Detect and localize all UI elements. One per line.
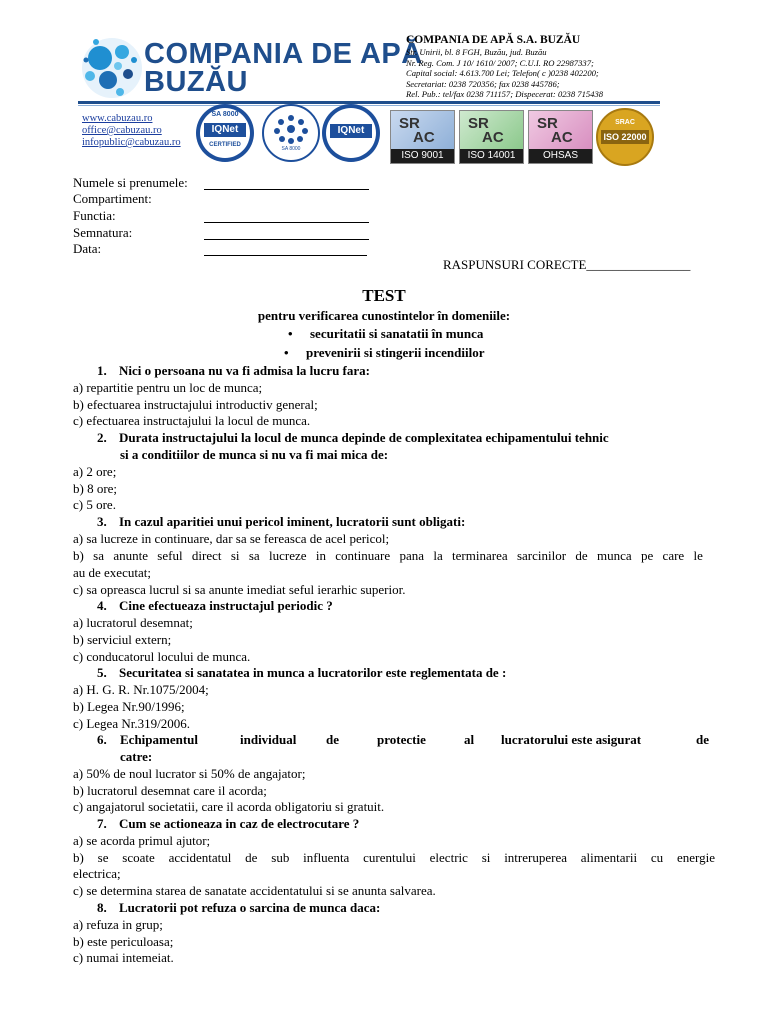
brand-name-line2: BUZĂU (144, 66, 248, 98)
answer-option: b) efectuarea instructajului introductiv general; (73, 397, 318, 412)
answer-option: a) repartitie pentru un loc de munca; (73, 380, 263, 395)
company-logo-icon (78, 30, 148, 102)
question-3: 3. In cazul aparitiei unui pericol iminent, lucratorii sunt obligati: (97, 514, 466, 529)
question-4: 4. Cine efectueaza instructajul periodic ? (97, 598, 333, 613)
srac-iso14001-badge-icon: SR AC ISO 14001 (459, 110, 524, 164)
answer-option: c) efectuarea instructajului la locul de munca. (73, 413, 311, 428)
company-name: COMPANIA DE APĂ S.A. BUZĂU (406, 34, 581, 46)
answer-option: a) 50% de noul lucrator si 50% de angajator; (73, 766, 306, 781)
question-6-word: de (696, 732, 709, 747)
answer-option: b) se scoate accidentatul de sub influenta curentului electric si intreruperea alimentarii cu energie (73, 850, 716, 865)
test-subtitle: pentru verificarea cunostintelor în domeniile: (257, 308, 511, 323)
field-name-line[interactable] (204, 189, 369, 190)
question-5: 5. Securitatea si sanatatea in munca a lucratorilor este reglementata de : (97, 665, 507, 680)
question-6-word: lucratorului este asigurat (501, 732, 642, 747)
answer-option: b) sa anunte seful direct si sa lucreze in continuare pana la terminarea sarcinilor de munca pe care le (73, 548, 703, 563)
answer-option-continuation: electrica; (73, 866, 121, 881)
correct-answers-field: RASPUNSURI CORECTE________________ (443, 257, 691, 272)
answer-option: b) 8 ore; (73, 481, 118, 496)
question-1: 1. Nici o persoana nu va fi admisa la lucru fara: (97, 363, 370, 378)
field-name-label: Numele si prenumele: (73, 175, 188, 190)
answer-option-continuation: au de executat; (73, 565, 151, 580)
domain-item: • securitatii si sanatatii în munca (288, 326, 484, 341)
answer-option: a) sa lucreze in continuare, dar sa se fereasca de acel pericol; (73, 531, 390, 546)
question-6-number: 6. (97, 732, 107, 747)
question-8: 8. Lucratorii pot refuza o sarcina de munca daca: (97, 900, 381, 915)
question-2-continuation: si a conditiilor de munca si nu va fi mai mica de: (120, 447, 389, 462)
field-department-label: Compartiment: (73, 191, 152, 206)
answer-option: b) lucratorul desemnat care il acorda; (73, 783, 267, 798)
question-6-continuation: catre: (120, 749, 153, 764)
field-function-label: Functia: (73, 208, 116, 223)
answer-option: a) se acorda primul ajutor; (73, 833, 211, 848)
sa8000-certification-icon: SA 8000 (262, 104, 320, 162)
infopublic-email-link[interactable]: infopublic@cabuzau.ro (82, 137, 181, 148)
answer-option: c) sa opreasca lucrul si sa anunte imediat seful ierarhic superior. (73, 582, 406, 597)
answer-option: a) 2 ore; (73, 464, 117, 479)
brand-name-line1: COMPANIA DE APĂ (144, 38, 423, 70)
answer-option: b) este periculoasa; (73, 934, 174, 949)
answer-option: c) conducatorul locului de munca. (73, 649, 251, 664)
header-divider-thin (78, 105, 660, 106)
company-public-relations: Rel. Pub.: tel/fax 0238 711157; Dispecerat: 0238 715438 (406, 89, 604, 100)
field-signature-label: Semnatura: (73, 225, 133, 240)
website-link[interactable]: www.cabuzau.ro (82, 113, 153, 124)
answer-option: c) Legea Nr.319/2006. (73, 716, 190, 731)
answer-option: c) numai intemeiat. (73, 950, 174, 965)
field-date-label: Data: (73, 241, 102, 256)
question-7: 7. Cum se actioneaza in caz de electrocutare ? (97, 816, 360, 831)
company-capital-phone: Capital social: 4.613.700 Lei; Telefon( c )0238 402200; (406, 68, 599, 79)
company-secretariat: Secretariat: 0238 720356; fax 0238 445786; (406, 78, 560, 89)
company-address: Str. Unirii, bl. 8 FGH, Buzău, jud. Buzău (406, 47, 547, 57)
iso22000-badge-icon: SRAC ISO 22000 (596, 108, 654, 166)
contact-links (82, 113, 181, 149)
field-function-line[interactable] (204, 222, 369, 223)
srac-iso9001-badge-icon: SR AC ISO 9001 (390, 110, 455, 164)
answer-option: c) se determina starea de sanatate accidentatului si se anunta salvarea. (73, 883, 436, 898)
answer-option: b) Legea Nr.90/1996; (73, 699, 185, 714)
company-registration: Nr. Reg. Com. J 10/ 1610/ 2007; C.U.I. RO 22987337; (406, 57, 594, 68)
header-divider (78, 101, 660, 104)
answer-option: c) 5 ore. (73, 497, 116, 512)
iqnet-certified-badge-icon: IQNet (322, 104, 380, 162)
answer-option: c) angajatorul societatii, care il acorda obligatoriu si gratuit. (73, 799, 385, 814)
question-6-word: individual (240, 732, 297, 747)
answer-option: b) serviciul extern; (73, 632, 172, 647)
domain-item: • prevenirii si stingerii incendiilor (284, 345, 485, 360)
test-title: TEST (362, 286, 406, 305)
field-date-line[interactable] (204, 255, 367, 256)
company-info-block (406, 34, 666, 100)
question-2: 2. Durata instructajului la locul de munca depinde de complexitatea echipamentului tehnic (97, 430, 609, 445)
office-email-link[interactable]: office@cabuzau.ro (82, 125, 162, 136)
question-6-word: al (464, 732, 475, 747)
answer-option: a) H. G. R. Nr.1075/2004; (73, 682, 209, 697)
sa8000-iqnet-badge-icon: SA 8000 IQNet CERTIFIED (196, 104, 254, 162)
question-6: Echipamentul (120, 732, 199, 747)
question-6-word: protectie (377, 732, 426, 747)
answer-option: a) lucratorul desemnat; (73, 615, 193, 630)
answer-option: a) refuza in grup; (73, 917, 163, 932)
srac-ohsas18001-badge-icon: SR AC OHSAS 18001 (528, 110, 593, 164)
question-6-word: de (326, 732, 339, 747)
field-signature-line[interactable] (204, 239, 369, 240)
